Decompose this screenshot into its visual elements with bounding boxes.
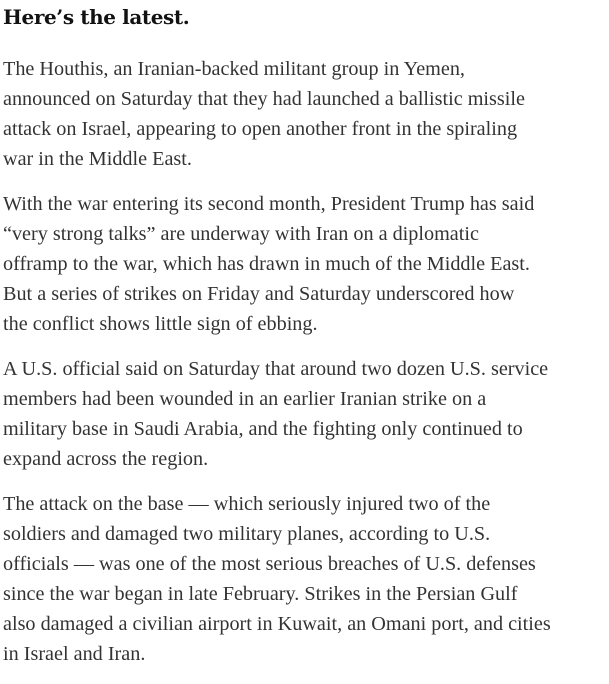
paragraph-line: also damaged a civilian airport in Kuwait, an Omani port, and cities: [3, 613, 551, 635]
article-body: [3, 0, 607, 684]
paragraph-line: But a series of strikes on Friday and Saturday underscored how: [3, 283, 515, 305]
paragraph-service-members-wounded: [3, 354, 607, 474]
paragraph-line: offramp to the war, which has drawn in much of the Middle East.: [3, 253, 530, 275]
paragraph-line: expand across the region.: [3, 448, 209, 470]
paragraph-line: war in the Middle East.: [3, 148, 192, 170]
paragraph-line: in Israel and Iran.: [3, 643, 146, 665]
paragraph-line: military base in Saudi Arabia, and the fighting only continued to: [3, 418, 523, 440]
paragraph-line: The attack on the base — which seriously injured two of the: [3, 493, 491, 515]
paragraph-line: The Houthis, an Iranian-backed militant group in Yemen,: [3, 58, 465, 80]
paragraph-base-attack-details: [3, 489, 607, 669]
paragraph-line: soldiers and damaged two military planes, according to U.S.: [3, 523, 491, 545]
paragraph-diplomatic-talks: [3, 189, 607, 339]
paragraph-houthi-missile-attack: [3, 54, 607, 174]
paragraph-line: With the war entering its second month, President Trump has said: [3, 193, 535, 215]
paragraph-line: the conflict shows little sign of ebbing.: [3, 313, 318, 335]
paragraph-line: “very strong talks” are underway with Iran on a diplomatic: [3, 223, 479, 245]
paragraph-line: announced on Saturday that they had launched a ballistic missile: [3, 88, 525, 110]
paragraph-line: officials — was one of the most serious breaches of U.S. defenses: [3, 553, 536, 575]
paragraph-line: since the war began in late February. Strikes in the Persian Gulf: [3, 583, 518, 605]
paragraph-line: A U.S. official said on Saturday that around two dozen U.S. service: [3, 358, 549, 380]
section-heading: Here’s the latest.: [3, 5, 190, 29]
paragraph-line: members had been wounded in an earlier Iranian strike on a: [3, 388, 487, 410]
paragraph-line: attack on Israel, appearing to open another front in the spiraling: [3, 118, 518, 140]
